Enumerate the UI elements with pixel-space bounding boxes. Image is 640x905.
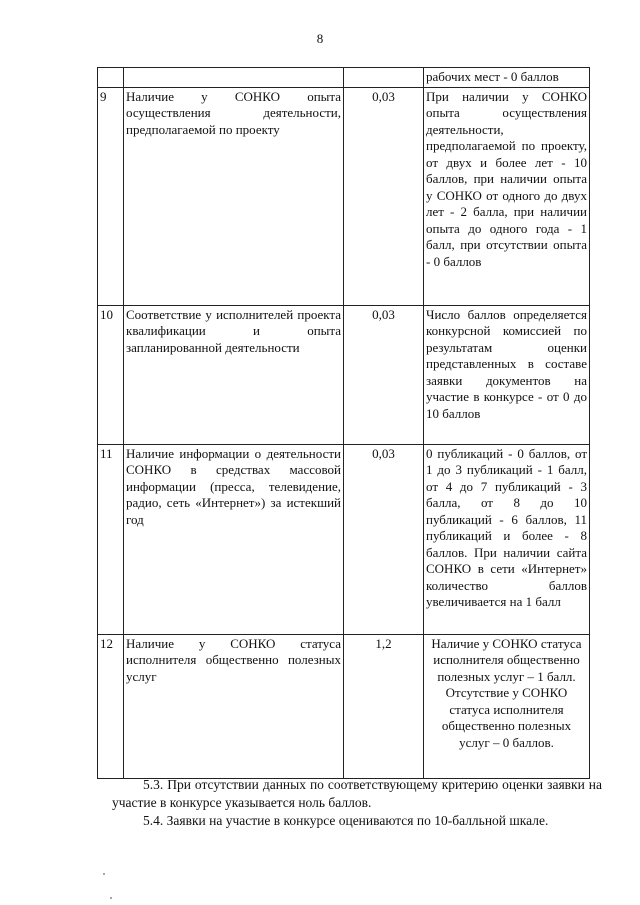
row-number: 12 [98,634,124,778]
weight-value: 1,2 [344,634,424,778]
table-row [98,444,590,634]
scoring-text: Число баллов определяется конкурсной комиссией по результатам оценки представленных в составе заявки документов на участие в конкурсе - от 0 до 10 баллов [424,305,590,444]
table-row [98,87,590,305]
weight-value: 0,03 [344,87,424,305]
table-row-continuation [98,68,590,88]
weight-value: 0,03 [344,305,424,444]
row-number: 9 [98,87,124,305]
criterion-text: Соответствие у исполнителей проекта квалификации и опыта запланированной деятельности [124,305,344,444]
paragraph-5-3: 5.3. При отсутствии данных по соответствующему критерию оценки заявки на участие в конкурсе указывается ноль баллов. [112,777,602,810]
row-number: 10 [98,305,124,444]
scan-speck [103,873,105,875]
table-cell [344,68,424,88]
scan-speck [110,897,112,899]
table-cell [98,68,124,88]
criteria-table [97,67,590,779]
table-row [98,305,590,444]
scoring-text: 0 публикаций - 0 баллов, от 1 до 3 публикаций - 1 балл, от 4 до 7 публикаций - 3 балла, от 8 до 10 публикаций - 6 баллов, 11 публикаций и более - 8 баллов. При наличии сайта СОНКО в сети «Интернет» количество баллов увеличивается на 1 балл [424,444,590,634]
scoring-text: Наличие у СОНКО статуса исполнителя общественно полезных услуг – 1 балл. Отсутствие у СОНКО статуса исполнителя общественно полезных услуг – 0 баллов. [424,634,590,778]
table-cell [124,68,344,88]
table-row [98,634,590,778]
continuation-text: рабочих мест - 0 баллов [424,68,590,88]
scoring-text: При наличии у СОНКО опыта осуществления деятельности, предполагаемой по проекту, от двух и более лет - 10 баллов, при наличии опыта у СОНКО от одного до двух лет - 2 балла, при наличии опыта до одного года - 1 балл, при отсутствии опыта - 0 баллов [424,87,590,305]
criterion-text: Наличие информации о деятельности СОНКО в средствах массовой информации (пресса, телевидение, радио, сеть «Интернет») за истекший год [124,444,344,634]
paragraph-5-4: 5.4. Заявки на участие в конкурсе оцениваются по 10-балльной шкале. [143,813,549,828]
page-number: 8 [316,31,324,46]
criterion-text: Наличие у СОНКО статуса исполнителя общественно полезных услуг [124,634,344,778]
criterion-text: Наличие у СОНКО опыта осуществления деятельности, предполагаемой по проекту [124,87,344,305]
weight-value: 0,03 [344,444,424,634]
row-number: 11 [98,444,124,634]
